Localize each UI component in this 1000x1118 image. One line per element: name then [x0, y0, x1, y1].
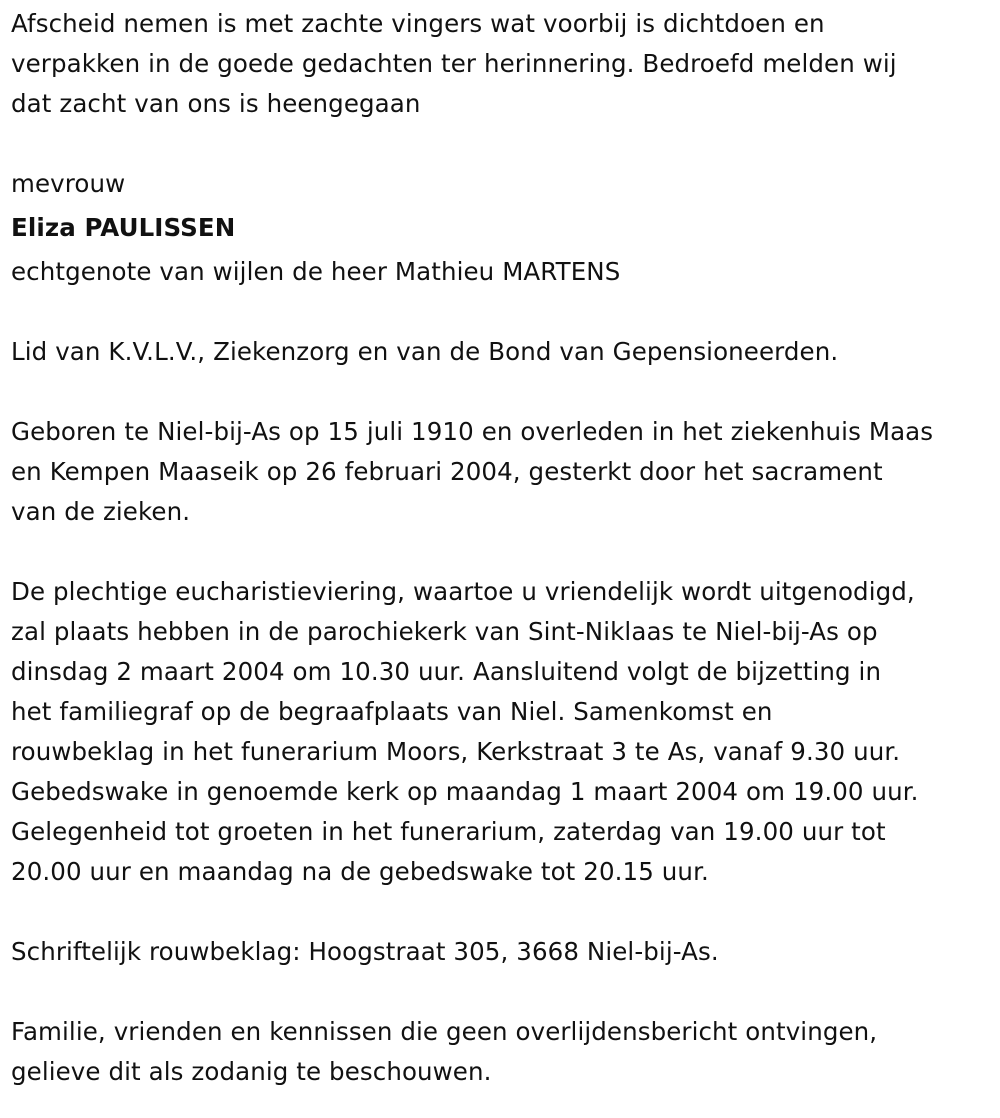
ceremony-line: Gebedswake in genoemde kerk op maandag 1 maart 2004 om 19.00 uur. [11, 777, 919, 806]
birth-death-paragraph [11, 412, 991, 532]
closing-paragraph [11, 1012, 991, 1092]
birth-death-line: en Kempen Maaseik op 26 februari 2004, gesterkt door het sacrament [11, 457, 883, 486]
intro-paragraph [11, 4, 991, 124]
closing-line: Familie, vrienden en kennissen die geen overlijdensbericht ontvingen, [11, 1017, 878, 1046]
condolence-address-line: Schriftelijk rouwbeklag: Hoogstraat 305, 3668 Niel-bij-As. [11, 937, 719, 966]
spacer [11, 972, 991, 1012]
intro-line: dat zacht van ons is heengegaan [11, 89, 421, 118]
death-notice [11, 4, 991, 1092]
membership-paragraph [11, 332, 991, 372]
spacer [11, 292, 991, 332]
ceremony-line: 20.00 uur en maandag na de gebedswake tot 20.15 uur. [11, 857, 709, 886]
ceremony-paragraph [11, 572, 991, 892]
spouse-line: echtgenote van wijlen de heer Mathieu MARTENS [11, 257, 621, 286]
ceremony-line: zal plaats hebben in de parochiekerk van Sint-Niklaas te Niel-bij-As op [11, 617, 878, 646]
deceased-name: Eliza PAULISSEN [11, 213, 236, 242]
ceremony-line: rouwbeklag in het funerarium Moors, Kerkstraat 3 te As, vanaf 9.30 uur. [11, 737, 901, 766]
intro-line: Afscheid nemen is met zachte vingers wat voorbij is dichtdoen en [11, 9, 825, 38]
spacer [11, 532, 991, 572]
birth-death-line: Geboren te Niel-bij-As op 15 juli 1910 en overleden in het ziekenhuis Maas [11, 417, 934, 446]
ceremony-line: dinsdag 2 maart 2004 om 10.30 uur. Aansluitend volgt de bijzetting in [11, 657, 882, 686]
birth-death-line: van de zieken. [11, 497, 191, 526]
ceremony-line: Gelegenheid tot groeten in het funerarium, zaterdag van 19.00 uur tot [11, 817, 886, 846]
ceremony-line: De plechtige eucharistieviering, waartoe u vriendelijk wordt uitgenodigd, [11, 577, 915, 606]
spacer [11, 372, 991, 412]
closing-line: gelieve dit als zodanig te beschouwen. [11, 1057, 492, 1086]
intro-line: verpakken in de goede gedachten ter herinnering. Bedroefd melden wij [11, 49, 897, 78]
membership-line: Lid van K.V.L.V., Ziekenzorg en van de Bond van Gepensioneerden. [11, 337, 839, 366]
spacer [11, 892, 991, 932]
salutation: mevrouw [11, 169, 126, 198]
ceremony-line: het familiegraf op de begraafplaats van Niel. Samenkomst en [11, 697, 773, 726]
condolence-address-paragraph [11, 932, 991, 972]
spacer [11, 124, 991, 164]
